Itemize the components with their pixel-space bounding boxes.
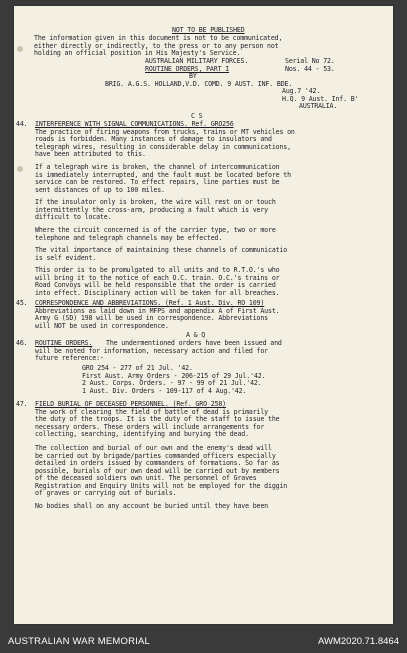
paragraph-line: difficult to locate. [35,213,112,221]
paragraph-line: The vital importance of maintaining these channels of communicatio [35,246,288,254]
paragraph-line: If the insulator only is broken, the wire will rest on or touch [35,198,276,206]
list-item: 2 Aust. Corps. Orders. - 97 - 99 of 21 Jul.'42. [82,379,262,387]
warning-line: holding an official position in His Majesty's Service. [34,49,241,57]
paragraph-line: Registration and Enquiry Units will not be employed for the diggin [35,481,288,490]
order-date: Aug.7 '42. [282,87,321,95]
serial-number: Serial No 72. [285,57,335,65]
paragraph-line: The practice of firing weapons from trucks, trains or MT vehicles on [35,127,295,136]
paragraph-line: telephone and telegraph channels may be effected. [35,233,223,242]
section-number: 46. [16,339,28,347]
paragraph-line: collecting, searching, identifying and burying the dead. [35,430,249,438]
paragraph-line: of graves or carrying out of burials. [35,489,177,497]
warning-line: The information given in this document is not to be communicated, [34,34,283,42]
paragraph-line: telegraph wires, resulting in considerable delay in communications, [35,142,291,151]
section-number: 45. [16,299,28,307]
force-name: AUSTRALIAN MILITARY FORCES. [145,57,249,65]
paragraph-line: of the deceased soldiers own unit. The personnel of Graves [35,474,257,482]
paragraph-line: be carried out by brigade/parties commanded officers especially [35,451,276,460]
headquarters: H.Q. 9 Aust. Inf. B' [282,94,359,103]
paragraph-line: intermittently the cross-arm, producing a fault which is very [35,205,269,214]
paragraph-line: have been attributed to this. [35,150,146,158]
paragraph-line: Where the circuit concerned is of the carrier type, two or more [35,226,276,234]
section-title: INTERFERENCE WITH SIGNAL COMMUNICATIONS. Ref. GRO256 [35,120,234,128]
paragraph-line: If a telegraph wire is broken, the channel of intercommunication [35,163,280,171]
paragraph-line: sent distances of up to 100 miles. [35,185,165,194]
list-item: First Aust. Army Orders - 206-215 of 29 Jul.'42. [82,371,266,380]
paragraph-line: The collection and burial of our own and the enemy's dead will [35,444,272,452]
warning-line: either directly or indirectly, to the press or to any person not [34,41,279,50]
archive-name: AUSTRALIAN WAR MEMORIAL [8,636,151,647]
commander: BRIG. A.G.S. HOLLAND,V.D. COMD. 9 AUST. INF. BDE. [105,79,293,88]
paragraph-line: The undermentioned orders have been issued and [106,339,282,347]
orders-title: ROUTINE ORDERS, PART I [145,64,230,73]
country: AUSTRALIA. [299,102,338,110]
paragraph-line: future reference:- [35,354,104,362]
section-title: ROUTINE ORDERS. [35,339,93,347]
branch-marker: A & Q [186,331,206,339]
paragraph-line: Road Convoys will be held responsible that the order is carried [35,281,276,289]
order-numbers: Nos. 44 - 53. [285,64,335,73]
paragraph-line: detailed in orders issued by commanders of formations. So far as [35,459,280,467]
section-number: 47. [16,400,28,408]
branch-marker: C S [191,112,203,120]
paragraph-line: This order is to be promulgated to all units and to R.T.O.'s who [35,266,280,274]
document-page [14,6,393,624]
paragraph-line: roads is forbidden. Many instances of damage to insulators and [35,135,272,143]
banner: NOT TO BE PUBLISHED [172,26,245,34]
accession-number: AWM2020.71.8464 [318,636,399,647]
by-label: BY [189,72,197,80]
paragraph-line: necessary orders. These orders will include arrangements for [35,422,265,431]
paragraph-line: will be noted for information, necessary action and filed for [35,346,269,355]
section-title: CORRESPONDENCE AND ABBREVIATIONS. (Ref. 1 Aust. Div. RO 109) [35,299,265,307]
paragraph-line: into effect. Disciplinary action will be taken for all breaches. [35,288,280,297]
paragraph-line: possible, burials of our own dead will be carried out by members [35,466,280,475]
punch-hole [17,166,23,172]
paragraph-line: Abbreviations as laid down in MFPS and appendix A of First Aust. [35,306,280,315]
section-title: FIELD BURIAL OF DECEASED PERSONNEL. (Ref. GRO 258) [35,400,226,408]
paragraph-line: Army G (SD) 198 will be used in correspondence. Abbreviations [35,314,269,322]
paragraph-line: will NOT be used in correspondence. [35,321,169,330]
list-item: GRO 254 - 277 of 21 Jul. '42. [82,364,193,372]
paragraph-line: No bodies shall on any account be buried until they have been [35,502,269,510]
paragraph-line: is immediately interrupted, and the fault must be located before th [35,170,291,179]
paragraph-line: is self evident. [35,253,97,262]
paragraph-line: The work of clearing the field of battle of dead is primarily [35,407,269,416]
paragraph-line: service can be restored. To effect repairs, line parties must be [35,178,280,186]
section-number: 44. [16,120,28,128]
paragraph-line: the duty of the troops. It is the duty of the staff to issue the [35,415,280,423]
paragraph-line: will bring it to the notice of each O.C. train. O.C.'s trains or [35,273,280,282]
punch-hole [17,46,23,52]
list-item: 1 Aust. Div. Orders - 109-117 of 4 Aug.'42. [82,386,247,395]
